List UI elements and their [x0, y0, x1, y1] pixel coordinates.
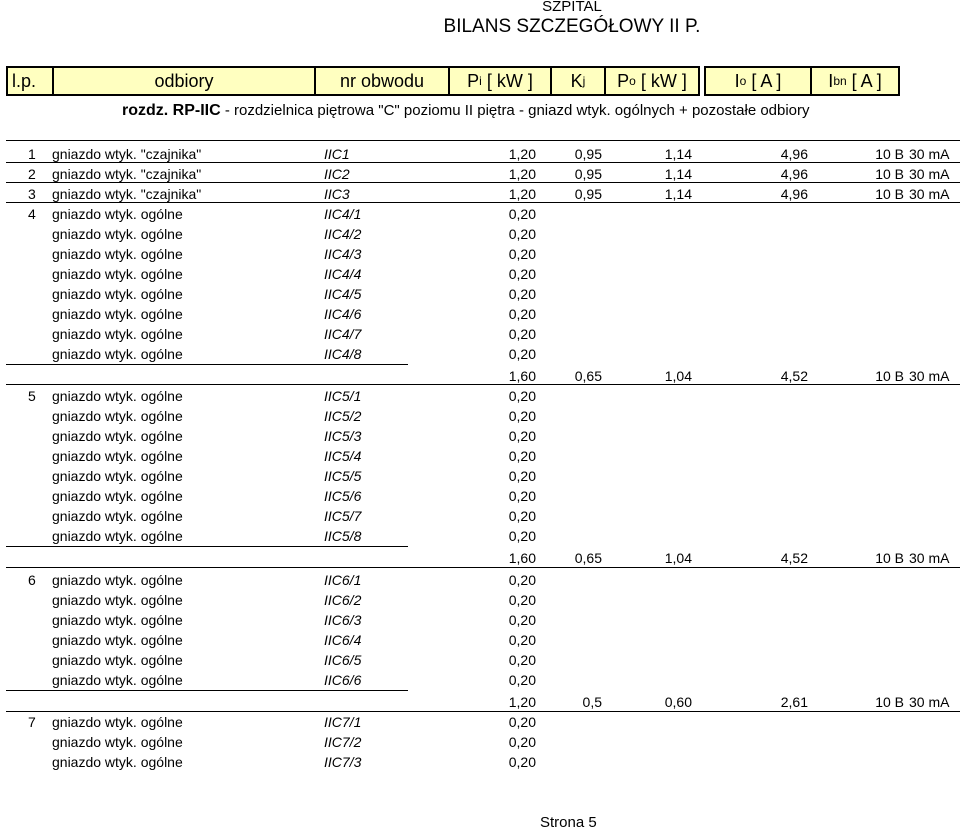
- row-divider: [6, 182, 960, 183]
- subtotal-row: [0, 548, 960, 568]
- installed-power: 0,20: [508, 528, 536, 544]
- table-row: [0, 630, 960, 650]
- row-number: 6: [28, 572, 36, 588]
- column-header-nr-obwodu: [314, 66, 450, 96]
- page-number: Strona 5: [540, 814, 597, 831]
- demand-factor: 0,65: [574, 368, 602, 384]
- circuit-number: IIC5/8: [324, 528, 362, 544]
- installed-power: 0,20: [508, 246, 536, 262]
- circuit-number: IIC5/3: [324, 428, 362, 444]
- installed-power: 0,20: [508, 306, 536, 322]
- circuit-number: IIC5/1: [324, 388, 362, 404]
- installed-power: 0,20: [508, 286, 536, 302]
- table-row: [0, 386, 960, 406]
- receiver-name: gniazdo wtyk. ogólne: [52, 528, 183, 544]
- pi-subscript: i: [479, 74, 482, 88]
- receiver-name: gniazdo wtyk. ogólne: [52, 326, 183, 342]
- table-row: [0, 712, 960, 732]
- installed-power: 0,20: [508, 488, 536, 504]
- hospital-title: SZPITAL: [542, 0, 602, 15]
- circuit-number: IIC6/6: [324, 672, 362, 688]
- row-divider: [6, 384, 960, 385]
- receiver-name: gniazdo wtyk. ogólne: [52, 286, 183, 302]
- column-header-lp-label: l.p.: [12, 70, 37, 91]
- row-divider: [6, 140, 960, 141]
- kj-symbol: K: [570, 70, 583, 91]
- installed-power: 0,20: [508, 652, 536, 668]
- receiver-name: gniazdo wtyk. ogólne: [52, 714, 183, 730]
- installed-power: 1,20: [508, 186, 536, 202]
- circuit-number: IIC2: [324, 166, 350, 182]
- io-unit: [ A ]: [746, 70, 782, 91]
- receiver-name: gniazdo wtyk. ogólne: [52, 266, 183, 282]
- demand-power: 0,60: [664, 694, 692, 710]
- io-symbol: I: [734, 70, 740, 91]
- column-header-po: [604, 66, 700, 96]
- rcd-rating: 30 mA: [909, 166, 950, 182]
- installed-power: 0,20: [508, 592, 536, 608]
- circuit-number: IIC6/2: [324, 592, 362, 608]
- receiver-name: gniazdo wtyk. ogólne: [52, 448, 183, 464]
- table-row: [0, 650, 960, 670]
- installed-power: 1,20: [508, 694, 536, 710]
- installed-power: 0,20: [508, 408, 536, 424]
- demand-power: 1,04: [664, 550, 692, 566]
- row-number: 4: [28, 206, 36, 222]
- installed-power: 0,20: [508, 266, 536, 282]
- receiver-name: gniazdo wtyk. ogólne: [52, 226, 183, 242]
- demand-factor: 0,5: [582, 694, 602, 710]
- rcd-rating: 30 mA: [909, 186, 950, 202]
- circuit-number: IIC5/2: [324, 408, 362, 424]
- installed-power: 0,20: [508, 508, 536, 524]
- column-header-ibn: [810, 66, 900, 96]
- current: 2,61: [780, 694, 808, 710]
- installed-power: 1,60: [508, 550, 536, 566]
- circuit-number: IIC4/4: [324, 266, 362, 282]
- column-header-odbiory: [52, 66, 316, 96]
- receiver-name: gniazdo wtyk. ogólne: [52, 408, 183, 424]
- receiver-name: gniazdo wtyk. ogólne: [52, 508, 183, 524]
- table-row: [0, 204, 960, 224]
- circuit-number: IIC4/3: [324, 246, 362, 262]
- breaker-rating: 10 B: [875, 146, 904, 162]
- circuit-number: IIC4/6: [324, 306, 362, 322]
- circuit-number: IIC3: [324, 186, 350, 202]
- receiver-name: gniazdo wtyk. ogólne: [52, 754, 183, 770]
- circuit-number: IIC5/6: [324, 488, 362, 504]
- installed-power: 0,20: [508, 428, 536, 444]
- receiver-name: gniazdo wtyk. ogólne: [52, 734, 183, 750]
- current: 4,96: [780, 146, 808, 162]
- installed-power: 0,20: [508, 714, 536, 730]
- receiver-name: gniazdo wtyk. ogólne: [52, 306, 183, 322]
- current: 4,96: [780, 186, 808, 202]
- breaker-rating: 10 B: [875, 550, 904, 566]
- circuit-number: IIC6/4: [324, 632, 362, 648]
- receiver-name: gniazdo wtyk. ogólne: [52, 632, 183, 648]
- pi-unit: [ kW ]: [481, 70, 533, 91]
- column-header-nr-obwodu-label: nr obwodu: [339, 70, 425, 91]
- current: 4,52: [780, 550, 808, 566]
- circuit-number: IIC7/3: [324, 754, 362, 770]
- table-row: [0, 446, 960, 466]
- kj-subscript: j: [582, 74, 586, 88]
- section-description: - rozdzielnica piętrowa "C" poziomu II piętra - gniazd wtyk. ogólnych + pozostałe odbiory: [220, 102, 810, 119]
- installed-power: 0,20: [508, 206, 536, 222]
- table-row: [0, 752, 960, 772]
- rcd-rating: 30 mA: [909, 550, 950, 566]
- table-row: [0, 486, 960, 506]
- demand-power: 1,04: [664, 368, 692, 384]
- table-row: [0, 670, 960, 690]
- ibn-subscript: bn: [833, 74, 847, 88]
- column-header-pi: [448, 66, 552, 96]
- row-divider: [6, 690, 408, 691]
- installed-power: 0,20: [508, 346, 536, 362]
- installed-power: 0,20: [508, 388, 536, 404]
- circuit-number: IIC5/5: [324, 468, 362, 484]
- receiver-name: gniazdo wtyk. "czajnika": [52, 166, 202, 182]
- table-row: [0, 244, 960, 264]
- current: 4,52: [780, 368, 808, 384]
- row-divider: [6, 162, 960, 163]
- circuit-number: IIC6/3: [324, 612, 362, 628]
- table-row: [0, 526, 960, 546]
- table-row: [0, 506, 960, 526]
- table-row: [0, 224, 960, 244]
- table-row: [0, 732, 960, 752]
- circuit-number: IIC5/4: [324, 448, 362, 464]
- table-row: [0, 324, 960, 344]
- breaker-rating: 10 B: [875, 368, 904, 384]
- installed-power: 0,20: [508, 226, 536, 242]
- rcd-rating: 30 mA: [909, 694, 950, 710]
- table-row: [0, 184, 960, 204]
- row-number: 7: [28, 714, 36, 730]
- demand-power: 1,14: [664, 146, 692, 162]
- receiver-name: gniazdo wtyk. ogólne: [52, 652, 183, 668]
- demand-factor: 0,95: [574, 146, 602, 162]
- installed-power: 0,20: [508, 448, 536, 464]
- receiver-name: gniazdo wtyk. "czajnika": [52, 146, 202, 162]
- breaker-rating: 10 B: [875, 186, 904, 202]
- table-row: [0, 144, 960, 164]
- column-header-lp: [6, 66, 54, 96]
- demand-power: 1,14: [664, 166, 692, 182]
- receiver-name: gniazdo wtyk. ogólne: [52, 468, 183, 484]
- circuit-number: IIC4/5: [324, 286, 362, 302]
- receiver-name: gniazdo wtyk. ogólne: [52, 388, 183, 404]
- receiver-name: gniazdo wtyk. ogólne: [52, 246, 183, 262]
- receiver-name: gniazdo wtyk. ogólne: [52, 428, 183, 444]
- installed-power: 0,20: [508, 632, 536, 648]
- circuit-number: IIC1: [324, 146, 350, 162]
- po-subscript: o: [629, 74, 636, 88]
- installed-power: 0,20: [508, 572, 536, 588]
- circuit-number: IIC4/7: [324, 326, 362, 342]
- column-header-odbiory-label: odbiory: [154, 70, 214, 91]
- table-row: [0, 406, 960, 426]
- receiver-name: gniazdo wtyk. "czajnika": [52, 186, 202, 202]
- installed-power: 1,20: [508, 166, 536, 182]
- document-title: BILANS SZCZEGÓŁOWY II P.: [443, 16, 701, 37]
- installed-power: 1,60: [508, 368, 536, 384]
- table-row: [0, 164, 960, 184]
- row-number: 3: [28, 186, 36, 202]
- po-unit: [ kW ]: [635, 70, 687, 91]
- receiver-name: gniazdo wtyk. ogólne: [52, 572, 183, 588]
- breaker-rating: 10 B: [875, 694, 904, 710]
- table-row: [0, 466, 960, 486]
- receiver-name: gniazdo wtyk. ogólne: [52, 206, 183, 222]
- row-divider: [6, 364, 408, 365]
- circuit-number: IIC4/8: [324, 346, 362, 362]
- installed-power: 0,20: [508, 468, 536, 484]
- table-row: [0, 426, 960, 446]
- io-subscript: o: [739, 74, 747, 88]
- table-row: [0, 304, 960, 324]
- receiver-name: gniazdo wtyk. ogólne: [52, 672, 183, 688]
- rcd-rating: 30 mA: [909, 368, 950, 384]
- receiver-name: gniazdo wtyk. ogólne: [52, 612, 183, 628]
- table-row: [0, 570, 960, 590]
- row-divider: [6, 202, 960, 203]
- table-row: [0, 344, 960, 364]
- table-row: [0, 590, 960, 610]
- subtotal-row: [0, 366, 960, 386]
- installed-power: 0,20: [508, 612, 536, 628]
- breaker-rating: 10 B: [875, 166, 904, 182]
- current: 4,96: [780, 166, 808, 182]
- section-code: rozdz. RP-IIC: [122, 102, 221, 119]
- row-number: 5: [28, 388, 36, 404]
- circuit-number: IIC4/1: [324, 206, 362, 222]
- circuit-number: IIC6/5: [324, 652, 362, 668]
- circuit-number: IIC4/2: [324, 226, 362, 242]
- column-header-io: [704, 66, 812, 96]
- receiver-name: gniazdo wtyk. ogólne: [52, 346, 183, 362]
- table-row: [0, 610, 960, 630]
- circuit-number: IIC7/1: [324, 714, 362, 730]
- pi-symbol: P: [467, 70, 480, 91]
- demand-power: 1,14: [664, 186, 692, 202]
- ibn-unit: [ A ]: [846, 70, 882, 91]
- demand-factor: 0,95: [574, 186, 602, 202]
- installed-power: 0,20: [508, 672, 536, 688]
- installed-power: 1,20: [508, 146, 536, 162]
- ibn-symbol: I: [828, 70, 834, 91]
- circuit-number: IIC5/7: [324, 508, 362, 524]
- row-divider: [6, 546, 408, 547]
- installed-power: 0,20: [508, 734, 536, 750]
- subtotal-row: [0, 692, 960, 712]
- table-row: [0, 264, 960, 284]
- receiver-name: gniazdo wtyk. ogólne: [52, 488, 183, 504]
- demand-factor: 0,95: [574, 166, 602, 182]
- receiver-name: gniazdo wtyk. ogólne: [52, 592, 183, 608]
- row-number: 2: [28, 166, 36, 182]
- table-row: [0, 284, 960, 304]
- rcd-rating: 30 mA: [909, 146, 950, 162]
- demand-factor: 0,65: [574, 550, 602, 566]
- circuit-number: IIC7/2: [324, 734, 362, 750]
- po-symbol: P: [617, 70, 630, 91]
- column-header-kj: [550, 66, 606, 96]
- row-divider: [6, 567, 960, 568]
- row-number: 1: [28, 146, 36, 162]
- installed-power: 0,20: [508, 326, 536, 342]
- row-divider: [6, 711, 960, 712]
- installed-power: 0,20: [508, 754, 536, 770]
- section-heading: [122, 102, 810, 120]
- circuit-number: IIC6/1: [324, 572, 362, 588]
